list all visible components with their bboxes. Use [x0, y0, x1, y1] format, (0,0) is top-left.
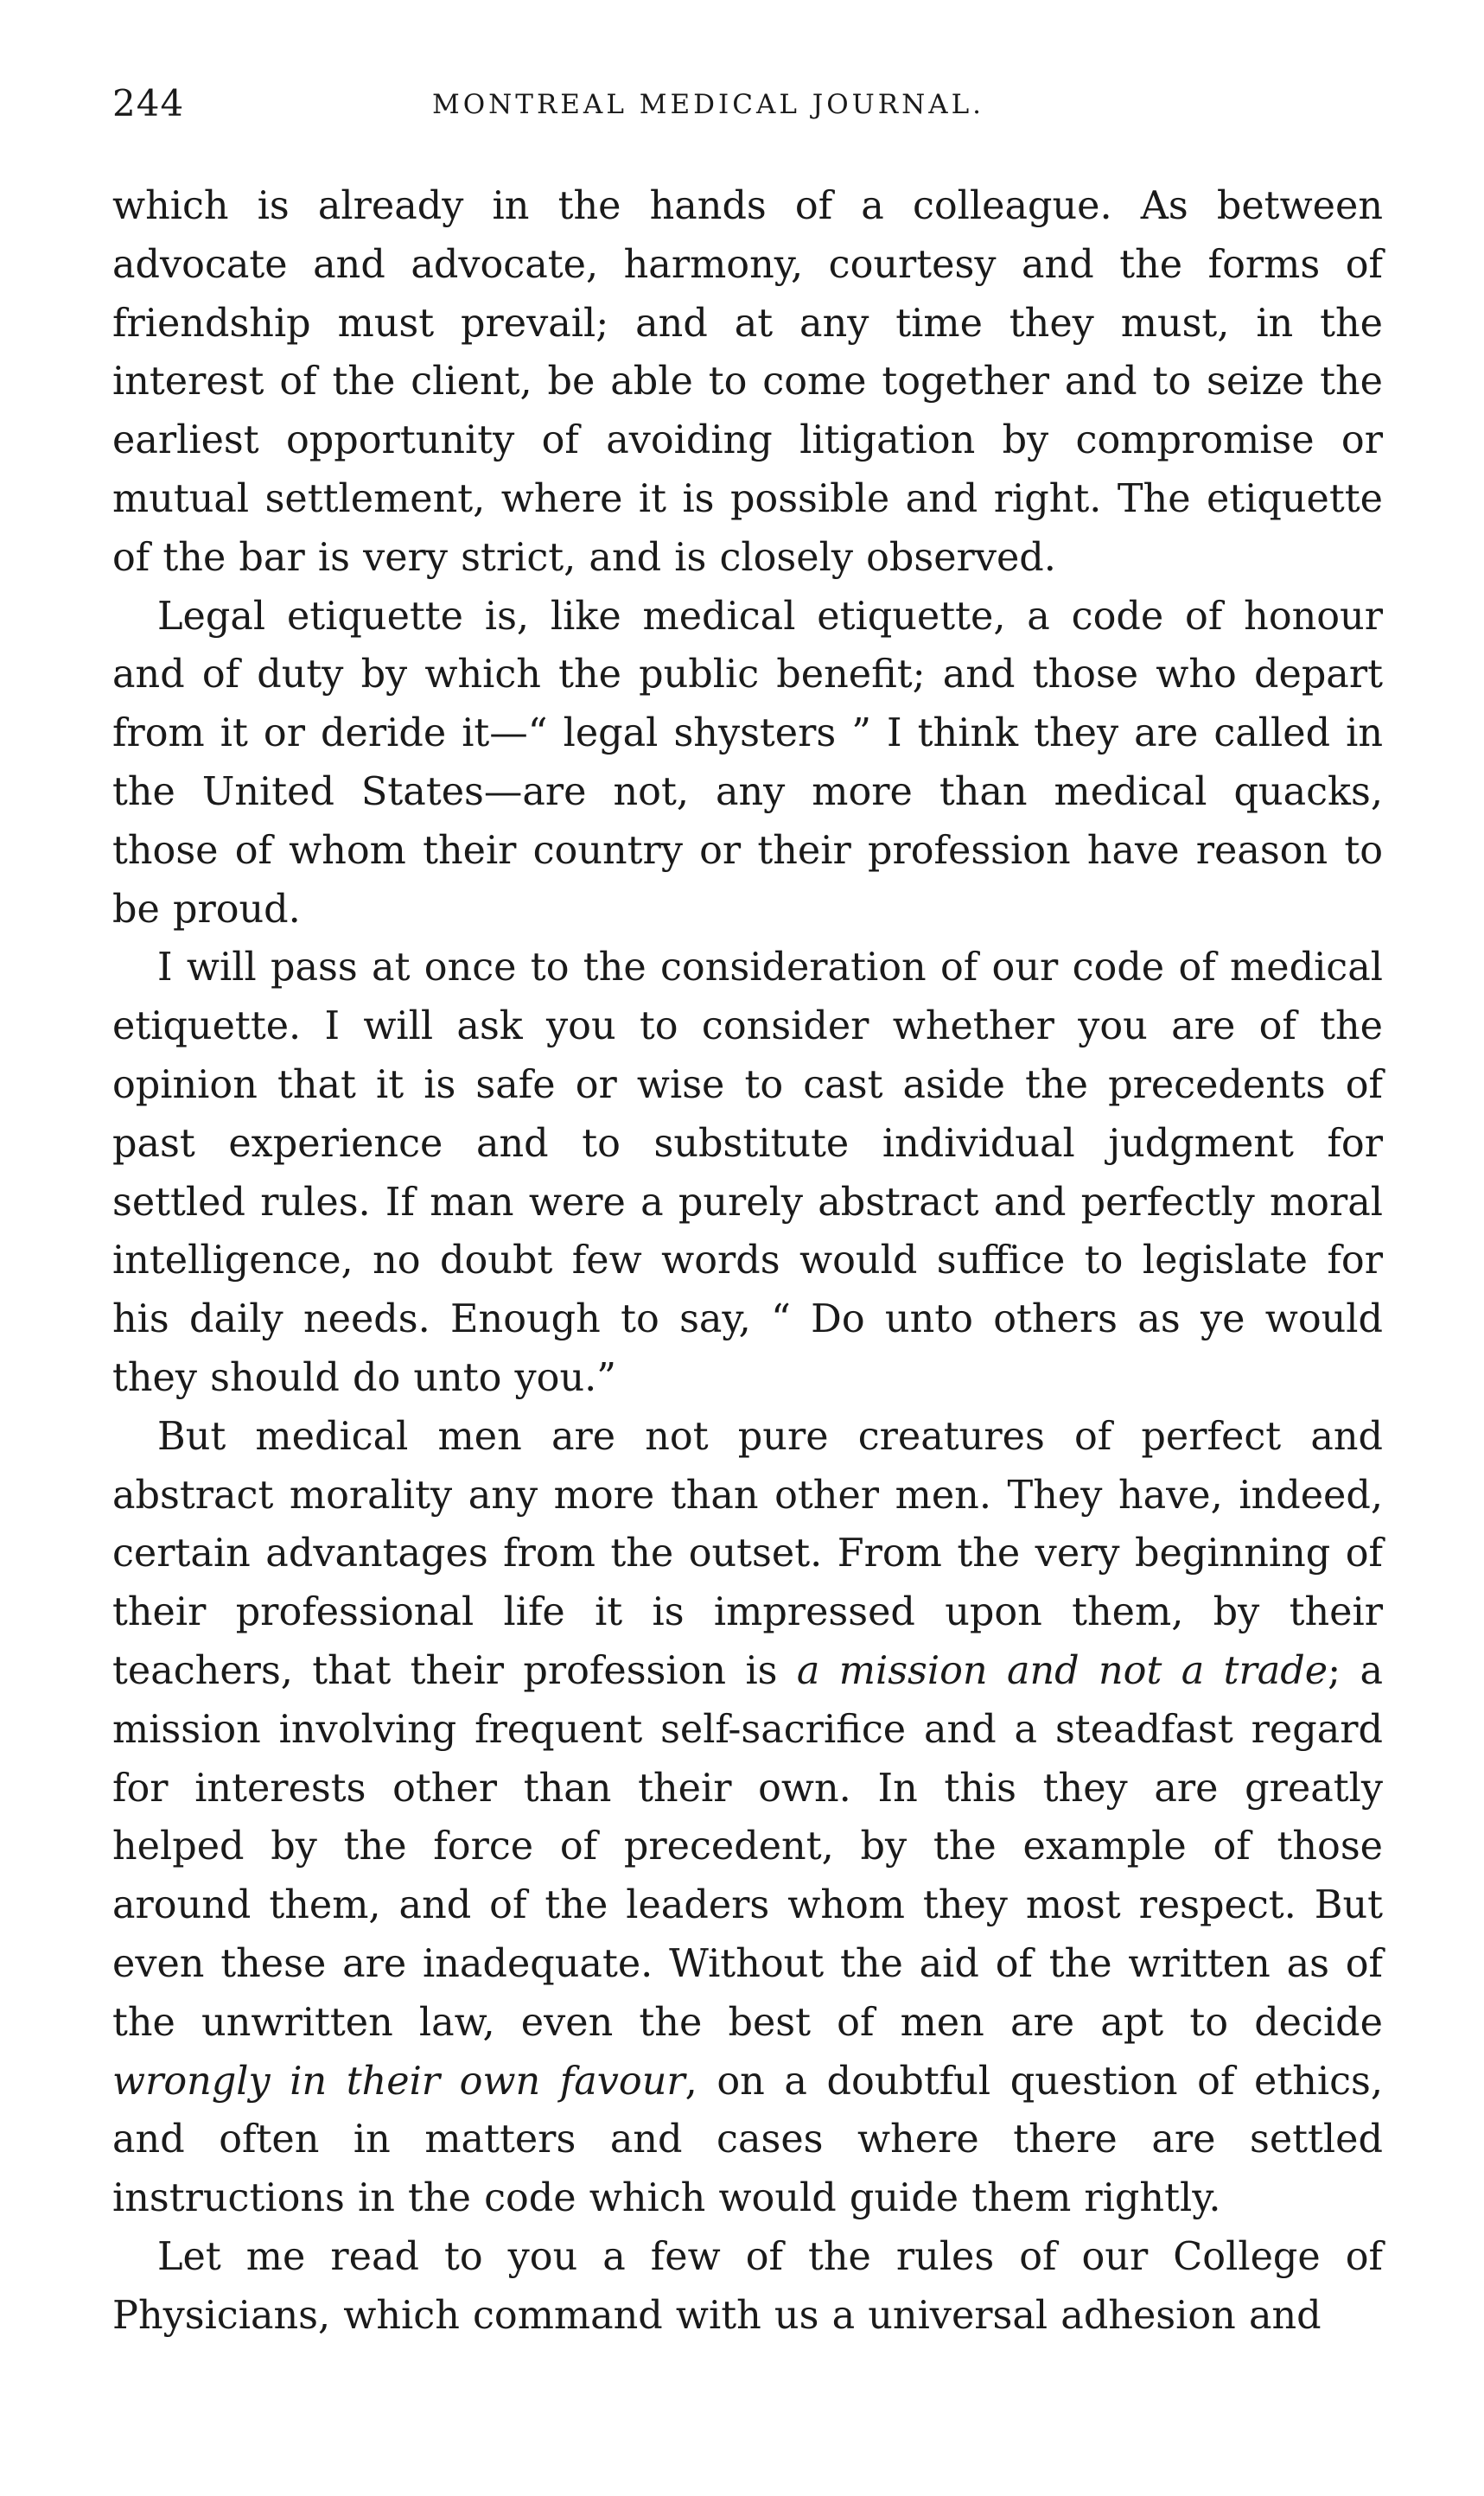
- article-body: [112, 177, 1383, 2345]
- paragraph-4: [112, 1408, 1383, 2228]
- paragraph-text: I will pass at once to the consideration of our code of medical etiquette. I will ask you to consider whether you are of the opinion that it is safe or wise to cast aside the precedents of past experience and to substitute individual judgment for settled rules. If man were a purely abstract and perfectly moral intelligence, no doubt few words would suffice to legislate for his daily needs. Enough to say, “ Do unto others as ye would they should do unto you.”: [112, 946, 1383, 1400]
- page-number: 244: [112, 82, 185, 124]
- paragraph-5: [112, 2228, 1383, 2346]
- journal-page: [112, 82, 1383, 2433]
- paragraph-3: [112, 939, 1383, 1407]
- italic-phrase: wrongly in their own favour: [112, 2059, 685, 2104]
- paragraph-text: , on a doubtful question of ethics, and often in matters and cases where there are settled instructions in the code which would guide them rightly.: [112, 2059, 1384, 2221]
- paragraph-1: [112, 177, 1383, 588]
- paragraph-text: Legal etiquette is, like medical etiquette, a code of honour and of duty by which the public benefit; and those who depart from it or deride it—“ legal shysters ” I think they are called in the United States—are not, any more than medical quacks, those of whom their country or their profession have reason to be proud.: [112, 594, 1383, 932]
- page-header: [112, 82, 1383, 143]
- running-title: MONTREAL MEDICAL JOURNAL.: [432, 89, 985, 120]
- paragraph-text: Let me read to you a few of the rules of our College of Physicians, which command with us a universal adhesion and: [112, 2234, 1383, 2338]
- paragraph-text: ; a mission involving frequent self-sacrifice and a steadfast regard for interests other than their own. In this they are greatly helped by the force of precedent, by the example of those around them, and of the leaders whom they most respect. But even these are inadequate. Without the aid of the written as of the unwritten law, even the best of men are apt to decide: [112, 1648, 1384, 2045]
- paragraph-text: But medical men are not pure creatures of perfect and abstract morality any more than other men. They have, indeed, certain advantages from the outset. From the very beginning of their professional life it is impressed upon them, by their teachers, that their profession is: [112, 1414, 1383, 1693]
- paragraph-text: which is already in the hands of a colleague. As between advocate and advocate, harmony, courtesy and the forms of friendship must prevail; and at any time they must, in the interest of the client, be able to come together and to seize the earliest opportunity of avoiding litigation by compromise or mutual settlement, where it is possible and right. The etiquette of the bar is very strict, and is closely observed.: [112, 184, 1383, 580]
- paragraph-2: [112, 588, 1383, 939]
- italic-phrase: a mission and not a trade: [796, 1648, 1328, 1693]
